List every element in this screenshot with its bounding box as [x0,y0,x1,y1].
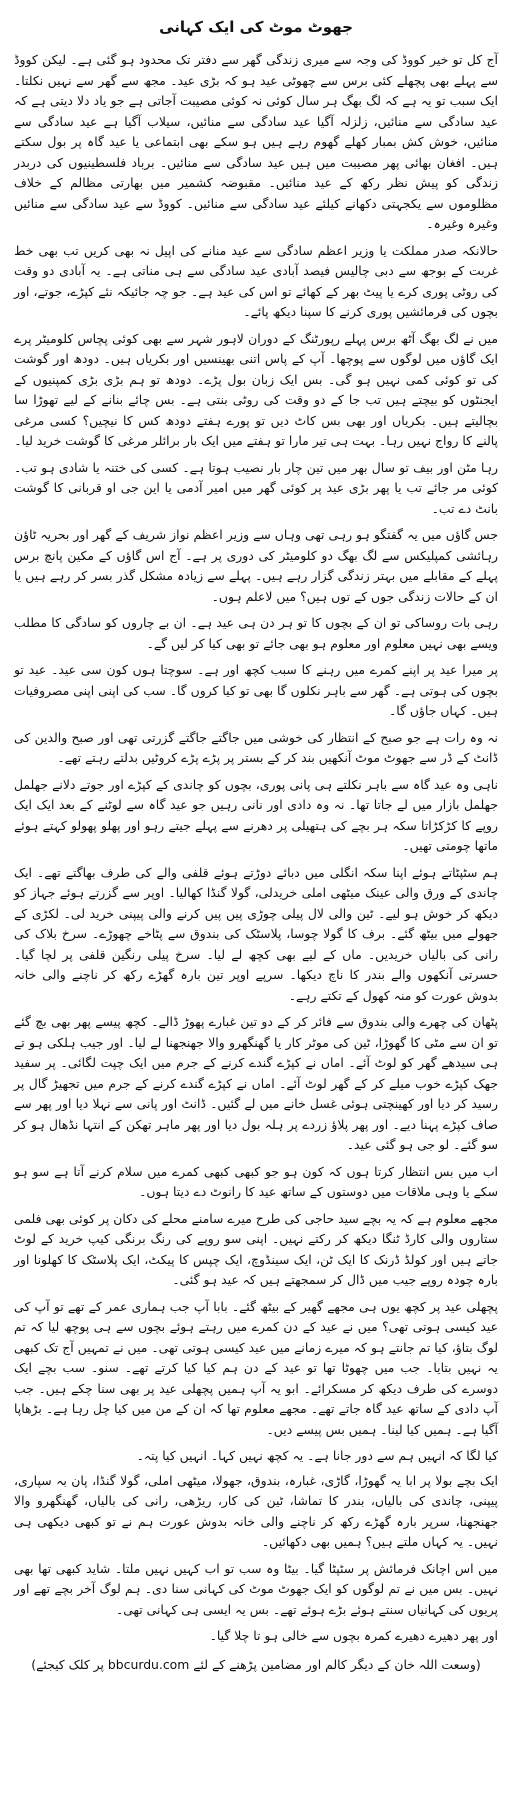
article-paragraph-9: ناہی وہ عید گاہ سے باہر نکلتے ہی پانی پوری، بچوں کو چاندی کے کپڑے اور جوتے دلانے جھلمل جھلمل بازار میں لے جاتا تھا۔ نہ وہ دادی اور نانی رہیں جو عید گاہ سے لوٹنے کے بعد ایک ایک روپے کا کڑکڑاتا سکہ ہر بچے کی ہتھیلی پر دھرنے سے پہلے جیتے رہو اور پھلو پھولو کہتے ہوئے ماتھا چومتی تھیں۔ [14,776,498,853]
article-paragraph-18: اور پھر دھیرے دھیرے کمرہ بچوں سے خالی ہو تا چلا گیا۔ [209,1628,498,1643]
footer-suffix: پر کلک کیجئے) [31,1656,104,1672]
article-paragraph-4: رہا مٹن اور بیف تو سال بھر میں تین چار بار نصیب ہوتا ہے۔ کسی کی ختنہ یا شادی ہو تب۔ کوئی مر جائے تب یا پھر بڑی عید پر کوئی گھر میں امیر آدمی یا این جی او قربانی کا گوشت بانٹ دے تب۔ [14,459,498,516]
article-paragraph-1: آج کل تو خیر کووڈ کی وجہ سے میری زندگی گھر سے دفتر تک محدود ہو گئی ہے۔ لیکن کووڈ سے پہلے بھی پچھلے کئی برس سے چھوٹی عید ہو کہ بڑی عید۔ مجھ سے گھر سے نہیں نکلتا۔ ایک سبب تو یہ ہے کہ لگ بھگ ہر سال کوئی نہ کوئی مصیبت آجاتی ہے جو یاد دلا دیتی ہے کہ عید سادگی سے منائیں، زلزلہ آگیا عید سادگی سے منائیں، سیلاب آگیا ہے عید سادگی سے منائیں، خوش کش بمبار کھلے گھوم رہے ہیں ہو سکے بھی ابتماعی یا عید گاہ پر بول سکتے ہیں۔ افغان بھائی پھر مصیبت میں ہیں عید سادگی سے منائیں۔ برباد فلسطینیوں کی دربدر زندگی کو پیش نظر رکھ کے عید منائیں۔ مقبوضہ کشمیر میں بھارتی مظالم کے خلاف مظلوموں سے یکجہتی دکھانے کیلئے عید سادگی سے منائیں۔ کووڈ سے عید سادگی سے منائیں وغیرہ وغیرہ۔ [14,52,498,231]
article-paragraph-11: پٹھان کی چھرے والی بندوق سے فائر کر کے دو تین غبارے پھوڑ ڈالے۔ کچھ پیسے پھر بھی بچ گئے تو ان سے مٹی کا گھوڑا، ٹین کی موٹر کار یا گھنگھرو والا جھنجھنا لے لیا۔ اور جیب ہلکی ہو تے ہی سیدھے گھر کو لوٹ آئے۔ اماں نے کپڑے گندے کرنے کے جرم میں ایک چپت لگائی۔ پر سفید جھک کپڑے خوب میلے کر کے گھر لوٹ آئے۔ اماں نے کپڑے گندے کرنے کے جرم میں تجھیڑ گال پر رسید کر دیا اور کھینچتی ہوئی غسل خانے میں لے گئیں۔ ڈانٹ اور پانی سے نہلا دیا اور پھر سے صاف کپڑے پہنا دیے۔ اور پھر پلاؤ زردے پر ہلہ بول دیا اور پھر ماہر تھکن کے انتہا نڈھال ہو کر سو گئے۔ لو جی ہو گئی عید۔ [14,1014,498,1152]
article-title: جھوٹ موٹ کی ایک کہانی [159,18,353,36]
article-paragraph-3: میں نے لگ بھگ آٹھ برس پہلے رپورٹنگ کے دوران لاہور شہر سے بھی کوئی پچاس کلومیٹر پرے ایک گاؤں میں لوگوں سے پوچھا۔ آپ کے پاس اتنی بھینسیں اور بکریاں ہیں۔ دودھ اور گوشت کی تو کوئی کمی نہیں ہو گی۔ بس ایک زبان بول پڑے۔ دودھ تو ہم بڑی بڑی کمپنیوں کے ایجنٹوں کو بیچتے ہیں تب جا کے دو وقت کی روٹی بنتی ہے۔ بس چائے بنانے کے لیے تھوڑا سا بچالیتے ہیں۔ بکریاں اور بھی بس کاٹ دیں تو پورے ہفتے دودھ کس کا نیچیں؟ کسی مرغی پالنے کا رواج نہیں رہا۔ بہت ہی تیر مارا تو ہفتے میں ایک بار برائلر مرغی کا گوشت خرید لیا۔ [14,330,498,448]
article-paragraph-14: پچھلی عید پر کچھ یوں ہی مجھے گھیر کے بیٹھ گئے۔ بابا آپ جب ہماری عمر کے تھے تو آپ کی عید کیسی ہوتی تھی؟ میں نے عید کے دن کمرے میں رہتے ہوئے بچوں سے ہی پوچھ لیا کہ تم لوگ بتاؤ، کیا تم جانتے ہو کہ میرے زمانے میں عید کیسی ہوتی تھی۔ میں نے تمہیں آج تک کبھی یہ نہیں بتایا۔ جب میں چھوٹا تھا تو عید کے دن ہم کیا کیا کرتے تھے۔ سنو۔ سب بچے ایک دوسرے کی طرف دیکھ کر مسکرائے۔ ابو یہ آپ ہمیں پچھلی عید پر بھی سنا چکے ہیں۔ جب آپ دادی کے ساتھ عید گاہ جاتے تھے۔ مجھے معلوم تھا کہ ان کے من میں کیا چل رہا ہے۔ بڑھاپا آگیا ہے۔ ہمیں کیا لینا۔ ہمیں بس پیسے دیں۔ [14,1298,498,1437]
footer-prefix: (وسعت اللہ خان کے دیگر کالم اور مضامین پڑھنے کے لئے [193,1656,481,1672]
article-paragraph-15: کیا لگا کہ انہیں ہم سے دور جانا ہے۔ یہ کچھ نہیں کہا۔ انہیں کیا پتہ۔ [136,1448,498,1463]
article-paragraph-17: میں اس اچانک فرمائش پر سٹپٹا گیا۔ بیٹا وہ سب تو اب کہیں نہیں ملتا۔ شاید کبھی تھا بھی نہیں۔ بس میں نے تم لوگوں کو ایک جھوٹ موٹ کی کہانی سنا دی۔ ہم لوگ آخر بچے تھے اور پریوں کی کہانیاں سنتے ہوئے بڑے ہوئے تھے۔ بس یہ ایسی ہی کہانی تھی۔ [14,1560,498,1617]
article-paragraph-2: حالانکہ صدر مملکت یا وزیر اعظم سادگی سے عید منانے کی اپیل نہ بھی کریں تب بھی خط غربت کے بوجھ سے دبی چالیس فیصد آبادی عید سادگی سے ہی مناتی ہے۔ یہ آبادی دو وقت کی روٹی پوری کرے یا پیٹ بھر کے کھائے تو اس کی عید ہے۔ جو چہ جائیکہ نئے کپڑے، جوتے، اور بچوں کی فرمائشیں پوری کرنے کا سپنا دیکھ پائے۔ [14,242,498,319]
article-paragraph-7: پر میرا عید پر اپنے کمرے میں رہنے کا سبب کچھ اور ہے۔ سوچتا ہوں کون سی عید۔ عید تو بچوں کی ہوتی ہے۔ گھر سے باہر نکلوں گا بھی تو کیا کروں گا۔ سب کی اپنی اپنی مصروفیات ہیں۔ کہاں جاؤں گا۔ [14,662,498,718]
article-paragraph-10: ہم سٹپٹاتے ہوئے اپنا سکہ انگلی میں دبائے دوڑتے ہوئے قلفی والے کی طرف بھاگتے تھے۔ ایک چاندی کے ورق والی عینک میٹھی املی خریدلی، گولا گنڈا کھالیا۔ اوپر سے گزرتے ہوئے جہاز کو دیکھ کر خوش ہو لیے۔ ٹین والی لال پیلی چوڑی پیں پیں کرنے والی پیپنی خرید لی۔ لکڑی کے جھولے میں بیٹھ گئے۔ برف کا گولا چوسا، پلاسٹک کی بندوق سے پٹاخے چھوڑے۔ سرخ بلاک کی رانی کی بالیاں خریدیں۔ ماں کے لیے بھی کچھ لے لیا۔ سرخ پیلی رنگین قلفی پر لچا گیا۔ حسرتی آنکھوں والے بندر کا ناچ دیکھا۔ سرپے اوپر تین بارہ گھڑے رکھ کر ناچنے والی خانہ بدوش عورت کو منہ کھول کے تکتے رہے۔ [14,864,498,1003]
article-paragraph-6: رہی بات روساکی تو ان کے بچوں کا تو ہر دن ہی عید ہے۔ ان بے چاروں کو سادگی کا مطلب ویسے بھی نہیں معلوم اور معلوم ہو بھی جائے تو بھی کیا کر لیں گے۔ [14,615,498,651]
article-paragraph-16: ایک بچے بولا پر ابا یہ گھوڑا، گاڑی، غبارہ، بندوق، جھولا، میٹھی املی، گولا گنڈا، پان بہ سپاری، پیپنی، چاندی کی بالیاں، بندر کا تماشا، ٹین کی کار، ریڑھی، رانی کی بالیاں، گھنگھرو والا جھنجھنا، سرپر بارہ گھڑے رکھ کر ناچنے والی خانہ بدوش عورت ہم نے تو کبھی دیکھی ہی نہیں۔ یہ کہاں ملتے ہیں؟ ہمیں بھی دکھائیں۔ [14,1472,498,1549]
article-paragraph-13: مجھے معلوم ہے کہ یہ بچے سید حاجی کی طرح میرے سامنے محلے کی دکان پر کوئی بھی فلمی ستاروں والی کارڈ ٹنگا دیکھ کر رکتے نہیں۔ اپنی سو روپے کی رنگ برنگی کیپ خرید کے لوٹ جاتے ہیں اور کولڈ ڈرنک کا ایک ٹن، ایک سینڈوچ، ایک چپس کا پیکٹ، ایک پلاسٹک کا کھلونا اور بارہ چودہ روپے جیب میں ڈال کر سمجھتے ہیں کہ عید ہو گئی۔ [14,1210,498,1287]
article-footer [14,1655,498,1675]
bbcurdu-link[interactable]: bbcurdu.com [107,1656,190,1672]
article-paragraph-12: اب میں بس انتظار کرتا ہوں کہ کون ہو جو کبھی کبھی کمرے میں سلام کرنے آتا ہے سو ہو سکے یا وہی ملاقات میں دوستوں کے ساتھ عید کا رانوٹ دے دیتا ہوں۔ [14,1163,498,1199]
article-paragraph-5: جس گاؤں میں یہ گفتگو ہو رہی تھی وہاں سے وزیر اعظم نواز شریف کے گھر اور بحریہ ٹاؤن رہائشی کمپلیکس سے لگ بھگ دو کلومیٹر کی دوری پر ہے۔ آج اس گاؤں کے مکین پانچ برس پہلے کے مقابلے میں بہتر زندگی گزار رہے ہیں۔ پہلے سے زیادہ مشکل گذر بسر کر رہے ہیں یا ان کے حالات زندگی جوں کے توں ہیں؟ میں لاعلم ہوں۔ [14,527,498,604]
article-paragraph-8: نہ وہ رات ہے جو صبح کے انتظار کی خوشی میں جاگتے جاگتے گزرتی تھی اور صبح والدین کی ڈانٹ کے ڈر سے جھوٹ موٹ آنکھیں بند کر کے بستر پر پڑے پڑے کروٹیں بدلتے رہتے تھے۔ [14,729,498,765]
